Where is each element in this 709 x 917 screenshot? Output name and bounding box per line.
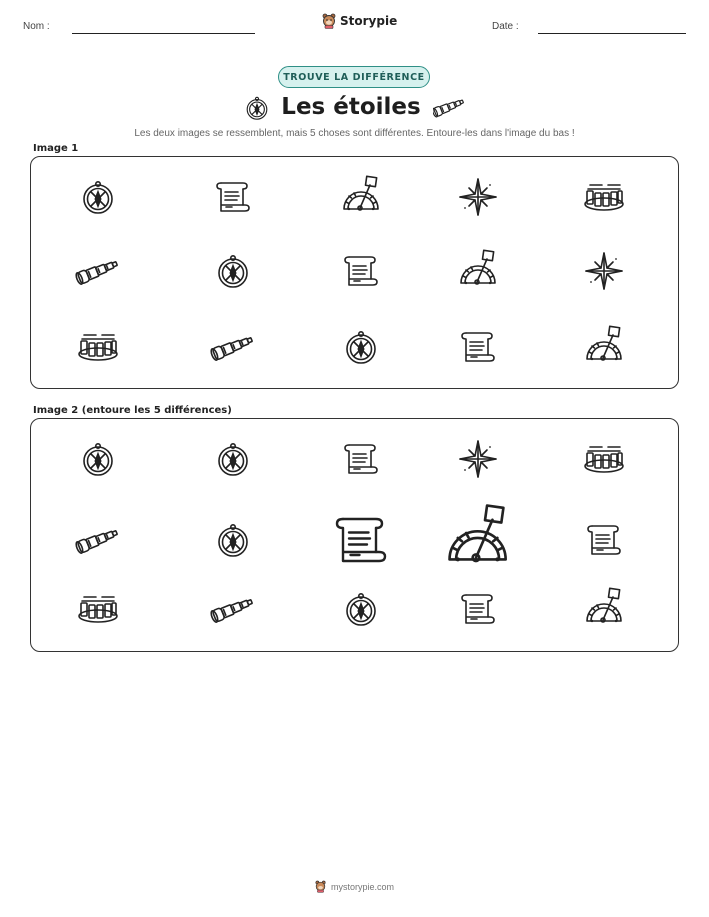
storypie-logo [322,13,397,29]
compass-icon [245,94,269,120]
telescope-icon[interactable] [74,516,122,564]
compass-icon[interactable] [74,435,122,483]
compass-icon[interactable] [337,585,385,633]
footer-url: mystorypie.com [330,881,394,892]
storypie-mascot-icon [322,13,336,29]
image2-label: Image 2 (entoure les 5 différences) [33,405,232,416]
stone-circle-icon [74,323,122,371]
title-compass-glyph [247,97,267,119]
scroll-icon [454,323,502,371]
scroll-icon [337,247,385,295]
name-label: Nom : [23,21,50,32]
quadrant-icon[interactable] [438,500,517,579]
footer [0,880,709,893]
storypie-mascot-icon [315,880,326,893]
telescope-icon [433,96,465,118]
compass-icon [209,247,257,295]
compass-icon[interactable] [209,516,257,564]
activity-badge: TROUVE LA DIFFÉRENCE [278,66,430,88]
title-telescope-glyph [433,97,465,117]
scroll-icon[interactable] [325,504,397,576]
telescope-icon[interactable] [209,585,257,633]
page-title [240,92,470,122]
north-star-icon [580,247,628,295]
quadrant-icon [580,323,628,371]
title-text: Les étoiles [281,94,421,120]
compass-icon[interactable] [209,435,257,483]
brand-name: Storypie [340,14,398,28]
scroll-icon[interactable] [454,585,502,633]
instructions: Les deux images se ressemblent, mais 5 choses sont différentes. Entoure-les dans l'image du bas ! [134,128,575,139]
north-star-icon [454,173,502,221]
telescope-icon [74,247,122,295]
stone-circle-icon[interactable] [74,585,122,633]
scroll-icon[interactable] [580,516,628,564]
date-label: Date : [492,21,519,32]
stone-circle-icon[interactable] [580,435,628,483]
image1-label: Image 1 [33,143,79,154]
telescope-icon [209,323,257,371]
name-line[interactable] [72,33,255,34]
compass-icon [74,173,122,221]
compass-icon [337,323,385,371]
scroll-icon [209,173,257,221]
quadrant-icon [337,173,385,221]
date-line[interactable] [538,33,686,34]
north-star-icon[interactable] [454,435,502,483]
scroll-icon[interactable] [337,435,385,483]
quadrant-icon [454,247,502,295]
quadrant-icon[interactable] [580,585,628,633]
stone-circle-icon [580,173,628,221]
